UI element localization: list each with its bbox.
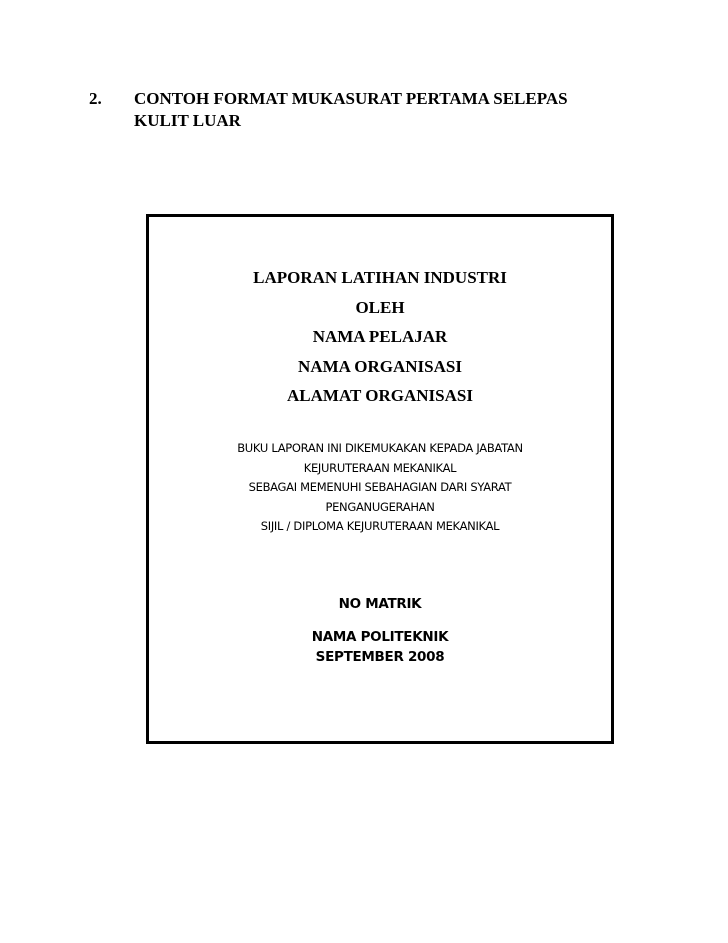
section-title: [134, 88, 644, 132]
matric-number: NO MATRIK: [338, 596, 422, 612]
by-label: OLEH: [355, 297, 405, 317]
submission-statement: [149, 439, 611, 537]
cover-page-frame: [146, 214, 614, 744]
report-title-block: [149, 263, 611, 411]
section-title-line-2: KULIT LUAR: [134, 111, 241, 130]
report-title: LAPORAN LATIHAN INDUSTRI: [253, 268, 507, 287]
statement-line-5: SIJIL / DIPLOMA KEJURUTERAAN MEKANIKAL: [260, 519, 500, 533]
student-name: NAMA PELAJAR: [312, 327, 448, 346]
statement-line-4: PENGANUGERAHAN: [325, 499, 435, 514]
organization-name: NAMA ORGANISASI: [298, 356, 462, 376]
institution-block: [149, 627, 611, 667]
organization-address: ALAMAT ORGANISASI: [287, 386, 473, 405]
section-number: 2.: [89, 89, 102, 108]
polytechnic-name: NAMA POLITEKNIK: [311, 629, 449, 645]
statement-line-3: SEBAGAI MEMENUHI SEBAHAGIAN DARI SYARAT: [248, 480, 512, 494]
section-title-line-1: CONTOH FORMAT MUKASURAT PERTAMA SELEPAS: [134, 89, 568, 108]
statement-line-1: BUKU LAPORAN INI DIKEMUKAKAN KEPADA JABATAN: [237, 441, 523, 455]
submission-date: SEPTEMBER 2008: [315, 649, 445, 665]
statement-line-2: KEJURUTERAAN MEKANIKAL: [303, 460, 457, 475]
